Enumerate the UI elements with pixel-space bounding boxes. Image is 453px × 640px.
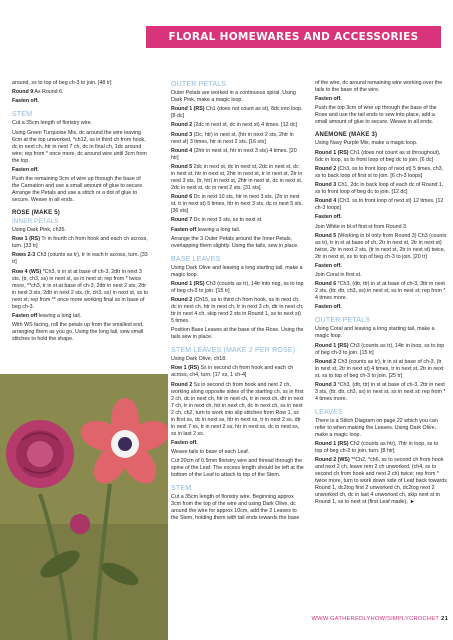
paragraph: Using Dark Olive and leaving a long starting tail, make a magic loop. [171,264,303,278]
paragraph: Fasten off. [12,98,39,105]
paragraph: Row 1 (RS) Ss in second ch from hook and each ch across, ch4, turn. [17 ss, 1 ch-4] [171,365,294,379]
paragraph: Row 1 (RS) Tr in fourth ch from hook and each ch across, turn. [33 tr] [12,236,148,250]
paragraph: Round 2 (Ch3, ss to front loop of next st) 5 times, ch3, ss to back loop of first st to join. [6 ch-3 loops] [315,165,444,179]
paragraph: Using Coral and leaving a long starting tail, make a magic loop. [315,326,435,340]
section-heading-stem: STEM [12,111,33,119]
paragraph: Round 3 Ch1, 2dc in back loop of each dc of Round 1, ss to front loop of beg dc to join. [12 dc] [315,181,444,195]
paragraph: Using Dark Olive, ch18. [171,356,227,363]
paragraph: around, ss to top of beg ch-3 to join. [48 tr] [12,80,112,86]
paragraph: Round 6 Dc in next 10 sts, htr in next 3 sts, (2tr in next st, tr in next st) 5 times, htr in next 3 sts, dc in next 5 sts. [36 sts] [171,194,303,215]
paragraph: Round 2 (WS) **Ch2, *ch6, ss to second ch from hook and next 2 ch, leave rem 2 ch unworked, (ch4, ss to second ch from hook and next 2 ch) twice; rep from * twice more, turn to work down side of Leaf back towards Round 1, dc2tog first 2 unworked ch, dc2tog next 2 unworked ch, dc in last 4 unworked ch, skip next st in Round 1, ss to next st (first Leaf made), ► [315,457,447,506]
paragraph: Push the top 3cm of wire up through the base of the Rose and use the tail ends to sew into place, add a small amount of glue to secure. Weave in all ends. [315,105,437,126]
paragraph: Round 5 (Working in bl only from Round 3) Ch3 (counts as tr), tr in st at base of ch, 2tr in next st, 2tr in next st) twice, 2tr in next 2 sts, (tr in next st, 2tr in next st) twice, 2tr in next st, ss to top of beg ch-3 to join. [20 tr] [315,232,447,260]
paragraph: Fasten off. [12,166,39,173]
paragraph: Round 2 Ch3 (counts as tr), tr in st at base of ch-3, (tr in next st, 2tr in next st) 4 times, tr in next st, 2tr in next st, ss to top of beg ch-3 to join. [25 tr] [315,358,444,379]
paragraph: Round 3 (Dc, htr) in next st, (htr in next 2 sts, 2htr in next st) 3 times, htr in next 2 sts. [16 sts] [171,131,294,145]
paragraph: Round 3 *Ch3, (dtr, ttr) in st at base of ch-3, 2ttr in next 3 sts, (ttr, dtr, ch3, ss) in next st, ss in next st; rep from * 4 times more. [315,382,446,402]
continue-arrow-icon: ► [409,499,415,506]
section-heading-base-leaves: BASE LEAVES [171,255,221,263]
paragraph: Fasten off. [171,439,198,446]
section-heading-stem-leaves: STEM LEAVES (MAKE 2 PER ROSE) [171,347,296,355]
paragraph: Outer Petals are worked in a continuous spiral. Using Dark Pink, make a magic loop. [171,90,296,103]
section-heading-outer-petals: OUTER PETALS [315,317,371,325]
paragraph: Fasten off. [315,262,342,269]
paragraph: Cut 20cm of 0.5mm floristry wire and thread through the spine of the Leaf. The excess length should be left at the bottom of the Leaf to attach to top of the Stem. [171,458,304,479]
paragraph: Fasten off. [315,214,342,221]
section-heading-leaves: LEAVES [315,409,343,416]
subheading-inner-petals: INNER PETALS [12,217,59,225]
crochet-flower-photo [0,374,168,640]
paragraph: Fasten off leaving a long tail. [171,226,241,233]
paragraph: Round 4 (Ch3, ss to front loop of next st) 12 times. [12 ch-3 loops] [315,198,444,212]
column-1 [12,80,149,385]
paragraph: With WS facing, roll the petals up from the smallest end, arranging them as you go. Using the long tail, sew small stitches to hold the shape. [12,321,144,342]
footer-url: WWW.GATHEREDLYHOW/SIMPLYCROCHET [311,616,440,622]
paragraph: Position Base Leaves at the base of the Rose. Using the tails sew in place. [171,327,304,341]
paragraph: Weave tails to base of each Leaf. [171,449,250,455]
paragraph: Fasten off. [315,96,342,103]
paragraph: Join White in bl of first st from Round 3. [315,223,408,230]
paragraph: Round 7 Dc in next 3 sts, ss to next st. [171,217,263,224]
paragraph: Round 6 *Ch3, (dtr, ttr) in st at base of ch-3, 3ttr in next 2 sts, (ttr, dtr, ch3, ss) in next st, ss in next st; rep from * 4 times more. [315,281,446,302]
paragraph: Round 1 (RS) Ch1 (does not count as st throughout), 6dc in loop, ss to front loop of beg dc to join. [6 dc] [315,149,441,163]
paragraph: Cut a 35cm length of floristry wire. [12,120,93,127]
paragraph: Round 2 Ss in second ch from hook and next 2 ch, working along opposite sides of the starting ch, ss in first 2 ch, dc in next ch, htr in next ch, tr in next ch, dtr in next 7 ch, tr in next ch, htr in next ch, dc in next ch, ss in next 2 ch, ch2, turn to work into slip stitches from Row 1, ss in first ss, dc in next ss, htr in next ss, tr in next 2 ss, dtr in next 7 ss, tr in next 2 ss, htr in next ss, dc in next ss, ss in last 2 ss. [171,381,304,437]
paragraph: Using Dark Pink, ch35. [12,226,66,233]
paragraph: Cut a 35cm length of floristry wire. Beginning approx 3cm from the top of the wire and using Dark Olive, dc around the wire for approx 10cm, add the 2 Leaves to the Stem, holding them with tail ends towards the base [171,494,300,522]
paragraph: Using Green Turquoise Mix, dc around the wire leaving 6cm at the top unworked, *ch12, ss in third ch from hook, dc in next ch, htr in next 7 ch, dc in final ch, 1dc around wire; rep from * once more, dc around wire until 3cm from the top. [12,129,147,164]
paragraph: Round 1 (RS) Ch2 (counts as htr), 7htr in loop, ss to top of beg ch-2 to join, turn. [8 htr] [315,441,439,455]
column-3 [315,80,447,625]
flower-illustration [0,374,168,640]
paragraph: Round 1 (RS) Ch3 (counts as tr), 14tr into ring, ss to top of beg ch-3 to join. [15 tr] [171,280,304,294]
paragraph: Fasten off leaving a long tail. [12,312,82,319]
page-number: 21 [441,616,448,622]
paragraph: Round 9 As Round 6. [12,89,64,96]
paragraph: Round 1 (RS) Ch3 (counts as tr), 14tr in loop, ss to top of beg ch-3 to join. [15 tr] [315,342,445,356]
page-footer [300,616,448,622]
paragraph: Arrange the 3 Outer Petals around the Inner Petals, overlapping them slightly. Using the tails, sew in place. [171,235,299,249]
section-heading-anemone: ANEMONE (MAKE 3) [315,132,378,139]
column-2 [171,80,304,625]
paragraph: of the wire, dc around remaining wire working over the tails to the base of the wire. [315,80,443,93]
paragraph: Round 2 (Ch15, ss in third ch from hook, ss in next ch, dc in next ch, htr in next ch, tr in next 3 ch, dtr in next ch, ttr in next 4 ch, skip next 2 sts in Round 1, ss to next st) 5 times. [171,297,304,325]
paragraph: Rows 2-3 Ch3 (counts as tr), tr in each tr across, turn. [33 tr] [12,252,148,266]
paragraph: Row 4 (WS) *Ch3, tr in st at base of ch-3, 2dtr in next 3 sts, (tr, ch3, ss) in next st, ss in next st; rep from * twice more, **ch3, tr in st at base of ch-3, 2dtr in next 2 sts, 2ttr in next 3 sts, 2dtr in next 2 sts, (tr, ch3, ss) in next st, ss to next st; rep from ** once more working final ss in base of beg ch-3. [12,268,149,310]
paragraph: Push the remaining 3cm of wire up through the base of the Carnation and use a small amount of glue to secure. Arrange the Petals and use a stitch or a dot of glue to secure. Weave in all ends. [12,175,144,203]
paragraph: Round 1 (RS) Ch1 (does not count as st), 8dc into loop. [8 dc] [171,106,303,120]
paragraph: Using Navy Purple Mix, make a magic loop. [315,140,418,147]
paragraph: Round 2 (2dc in next st, dc in next st) 4 times. [12 dc] [171,122,297,129]
paragraph: Round 4 (2htr in next st, htr in next 3 sts) 4 times. [20 htr] [171,147,297,161]
section-heading-stem: STEM [171,485,192,493]
paragraph: Fasten off. [315,304,342,311]
section-heading-rose: ROSE (MAKE 5) [12,209,60,216]
paragraph: Round 5 2dc in next st, dc in next st, 2dc in next st, dc in next st, htr in next st, 2htr in next st, tr in next st, 2tr in next 3 sts, (tr, htr) in next st, 2htr in next st, dc in next st, 2dc in next st, dc in next 2 sts. [31 sts] [171,163,303,191]
paragraph: There is a Stitch Diagram on page 22 which you can refer to when making the Leaves. Using Dark Olive, make a magic loop. [315,418,438,438]
section-heading-outer-petals: OUTER PETALS [171,81,227,88]
section-banner: FLORAL HOMEWARES AND ACCESSORIES [146,26,441,48]
paragraph: Join Coral in first st. [315,272,362,279]
